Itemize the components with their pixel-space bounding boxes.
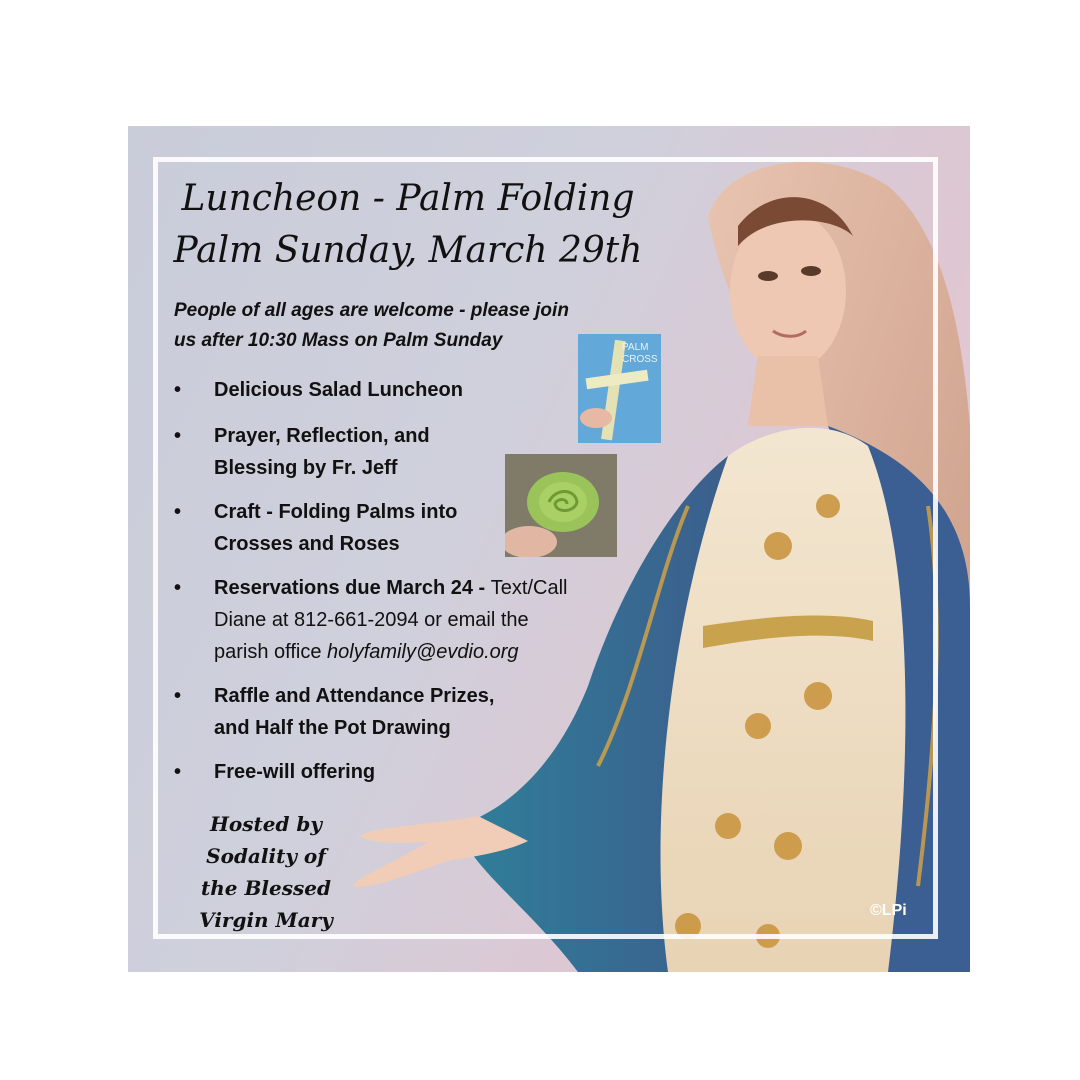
copyright-mark: ©LPi [870,902,907,919]
palm-cross-photo [578,334,661,443]
email-link[interactable]: holyfamily@evdio.org [327,641,519,663]
bullet-dot: • [174,425,182,447]
hosted-line: Virgin Mary [199,908,333,932]
item-text [214,636,634,668]
item-text: Delicious Salad Luncheon [214,379,463,401]
item-text: and Half the Pot Drawing [214,717,451,739]
title-line-1: Luncheon - Palm Folding [181,178,635,219]
item-text: Blessing by Fr. Jeff [214,457,398,479]
intro-line-2: us after 10:30 Mass on Palm Sunday [174,330,503,351]
bullet-dot: • [174,577,182,599]
flyer [128,126,970,972]
item-text [214,572,634,604]
hosted-line: Sodality of [206,844,326,868]
palm-rose-icon [505,454,617,557]
bullet-dot: • [174,501,182,523]
hosted-line: the Blessed [201,876,331,900]
item-text: Craft - Folding Palms into [214,501,458,523]
bullet-dot: • [174,685,182,707]
palm-cross-icon [578,334,661,443]
item-text: Diane at 812-661-2094 or email the [214,609,529,631]
item-text: Prayer, Reflection, and [214,425,430,447]
reservations-contact: Text/Call [490,577,568,599]
palm-cross-label-1: PALM [622,342,649,353]
title-line-2: Palm Sunday, March 29th [173,230,643,271]
reservations-deadline: Reservations due March 24 - [214,577,491,599]
intro-line-1: People of all ages are welcome - please join [174,300,569,321]
bullet-dot: • [174,761,182,783]
email-prefix: parish office [214,641,328,663]
hosted-line: Hosted by [209,812,322,836]
item-text: Free-will offering [214,761,376,783]
hosted-by [186,808,346,936]
palm-cross-label-2: CROSS [622,354,658,365]
bullet-dot: • [174,379,182,401]
palm-rose-photo [505,454,617,557]
item-text: Crosses and Roses [214,533,400,555]
item-text: Raffle and Attendance Prizes, [214,685,495,707]
